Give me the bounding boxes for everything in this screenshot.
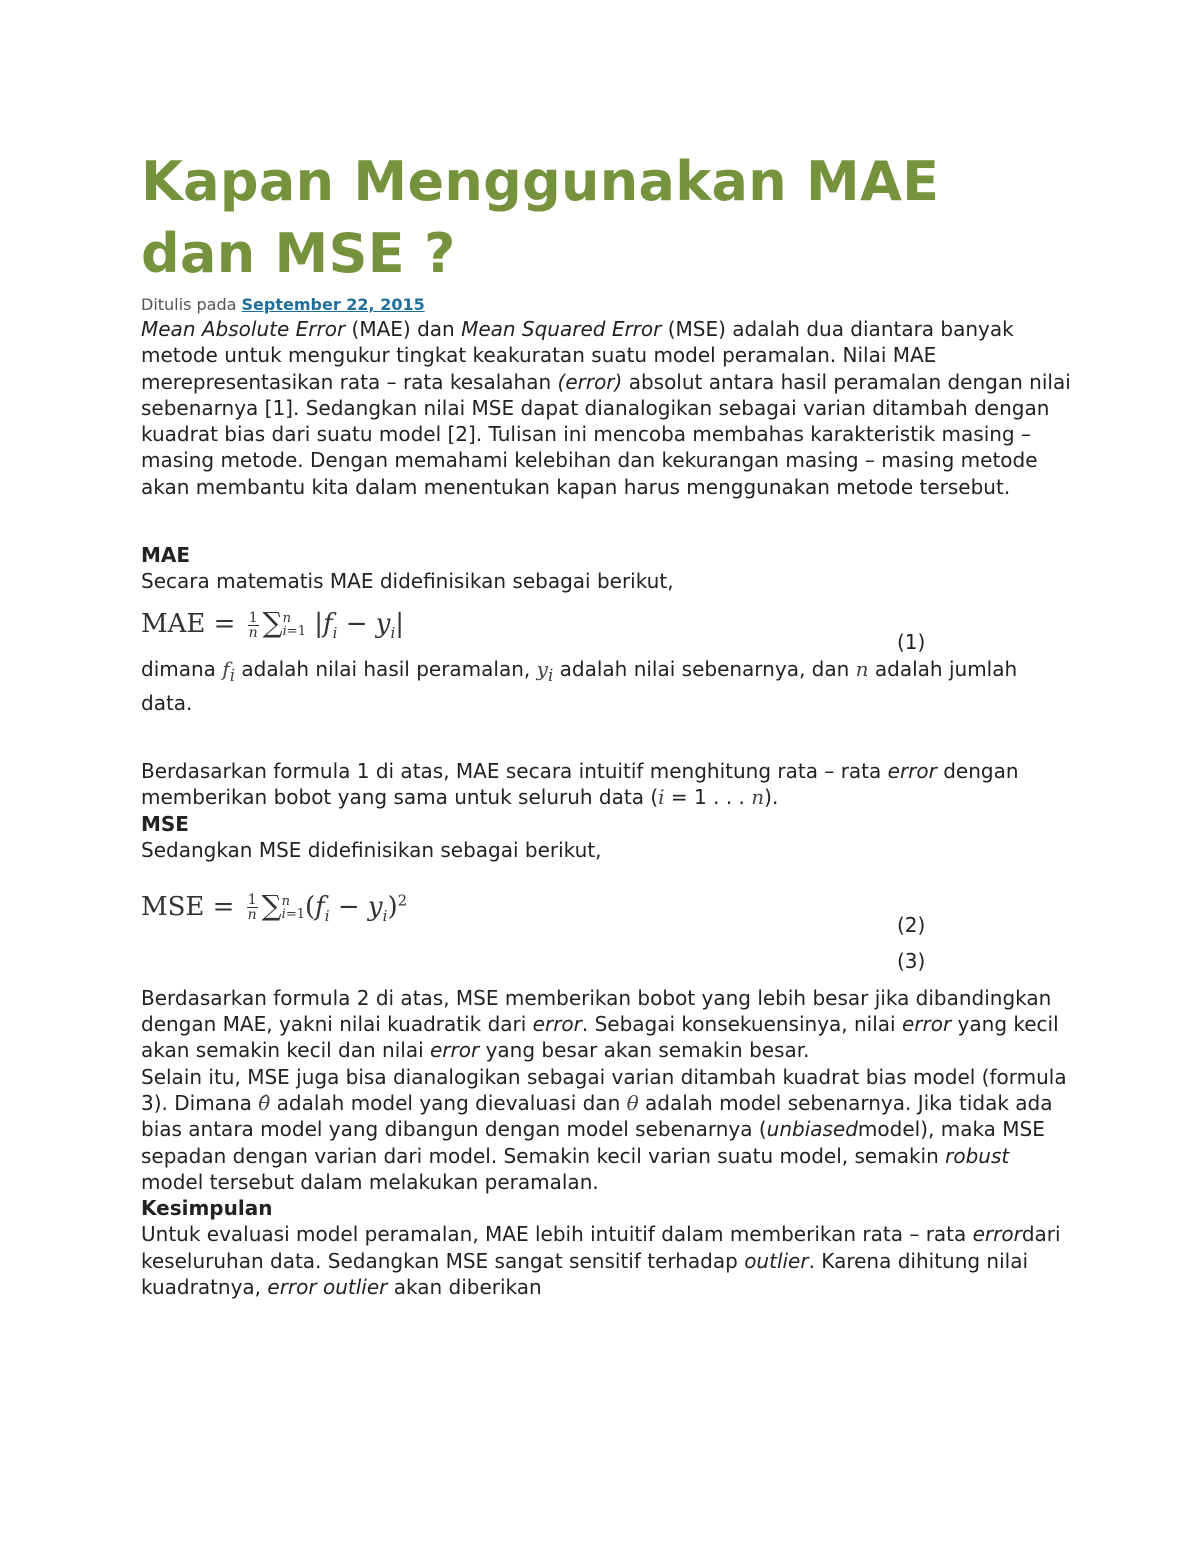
mse-bias-variance-explanation: Selain itu, MSE juga bisa dianalogikan sebagai varian ditambah kuadrat bias model (formula 3). Dimana θ̂ adalah model yang dievaluasi dan θ adalah model sebenarnya. Jika tidak ada bias antara model yang dibangun dengan model sebenarnya (unbiasedmodel), maka MSE sepadan dengan varian dari model. Semakin kecil varian suatu model, semakin robust model tersebut dalam melakukan peramalan. — [141, 1064, 1067, 1194]
post-date-link[interactable]: September 22, 2015 — [241, 295, 425, 314]
intro-paragraph: Mean Absolute Error (MAE) dan Mean Squared Error (MSE) adalah dua diantara banyak metode untuk mengukur tingkat keakuratan suatu model peramalan. Nilai MAE merepresentasikan rata – rata kesalahan (error) absolut antara hasil peramalan dengan nilai sebenarnya [1]. Sedangkan nilai MSE dapat dianalogikan sebagai varian ditambah dengan kuadrat bias dari suatu model [2]. Tulisan ini mencoba membahas karakteristik masing – masing metode. Dengan memahami kelebihan dan kekurangan masing – masing metode akan membantu kita dalam menentukan kapan harus menggunakan metode tersebut. — [141, 317, 1071, 499]
equation-number-1: (1) — [897, 630, 926, 655]
formula-3 — [141, 943, 1071, 985]
term-mse: Mean Squared Error — [461, 317, 662, 341]
page-title: Kapan Menggunakan MAE dan MSE ? — [141, 150, 940, 285]
mae-formula: MAE = $\frac{1}{n}$ ∑ n i=1 $|f_i - y_i|$ — [141, 606, 405, 643]
mse-explanation: Berdasarkan formula 2 di atas, MSE memberikan bobot yang lebih besar jika dibandingkan dengan MAE, yakni nilai kuadratik dari error. Sebagai konsekuensinya, nilai error yang kecil akan semakin kecil dan nilai error yang besar akan semakin besar. — [141, 985, 1059, 1063]
equation-number-3: (3) — [897, 948, 926, 973]
section-heading-mae: MAE — [141, 543, 191, 568]
mse-intro: Sedangkan MSE didefinisikan sebagai berikut, — [141, 837, 602, 862]
article — [141, 146, 1071, 1300]
equation-number-2: (2) — [897, 912, 926, 937]
conclusion-paragraph: Untuk evaluasi model peramalan, MAE lebih intuitif dalam memberikan rata – rata errordari keseluruhan data. Sedangkan MSE sangat sensitif terhadap outlier. Karena dihitung nilai kuadratnya, error outlier akan diberikan — [141, 1222, 1061, 1299]
mae-intro: Secara matematis MAE didefinisikan sebagai berikut, — [141, 569, 674, 594]
mae-definition: dimana $f_i$ adalah nilai hasil peramalan, $y_i$ adalah nilai sebenarnya, dan n adalah jumlah data. — [141, 657, 1018, 715]
mse-formula: MSE = $\frac{1}{n}$ ∑ n i=1 $(f_i - y_i)^2$ — [141, 888, 408, 926]
byline-prefix: Ditulis pada — [141, 295, 237, 314]
formula-2 — [141, 863, 1071, 943]
term-mae: Mean Absolute Error — [141, 317, 346, 341]
byline — [141, 294, 1071, 316]
section-heading-mse: MSE — [141, 811, 189, 836]
formula-1 — [141, 594, 1071, 656]
mae-explanation: Berdasarkan formula 1 di atas, MAE secara intuitif menghitung rata – rata error dengan memberikan bobot yang sama untuk seluruh data (i = 1 . . . n). — [141, 758, 1019, 810]
section-heading-conclusion: Kesimpulan — [141, 1196, 273, 1221]
